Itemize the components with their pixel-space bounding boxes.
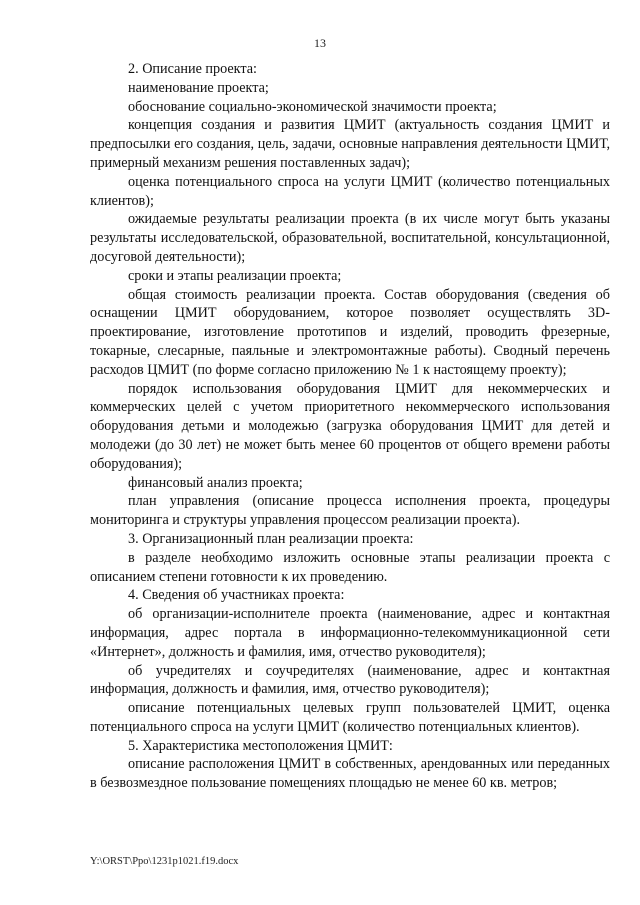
list-item-equipment-usage: порядок использования оборудования ЦМИТ для некоммерческих и коммерческих целей с учетом приоритетного некоммерческого использования оборудования детьми и молодежью (загрузка оборудования ЦМИТ для детей и молодежи (до 30 лет) не может быть менее 60 процентов от общего времени работы оборудования); <box>90 380 610 472</box>
document-body <box>90 60 610 793</box>
list-item-management-plan: план управления (описание процесса исполнения проекта, процедуры мониторинга и структуры управления процессом реализации проекта). <box>90 493 610 529</box>
list-item-project-name: наименование проекта; <box>128 79 269 96</box>
list-item-total-cost: общая стоимость реализации проекта. Состав оборудования (сведения об оснащении ЦМИТ оборудованием, которое позволяет осуществлять 3D-проектирование, изготовление прототипов и изделий, проводить фрезерные, токарные, слесарные, паяльные и электромонтажные работы). Сводный перечень расходов ЦМИТ (по форме согласно приложению № 1 к настоящему проекту); <box>90 286 610 378</box>
list-item-concept: концепция создания и развития ЦМИТ (актуальность создания ЦМИТ и предпосылки его создания, цель, задачи, основные направления деятельности ЦМИТ, примерный механизм решения поставленных задач); <box>90 117 610 171</box>
page-number: 13 <box>314 36 326 50</box>
section-heading-location: 5. Характеристика местоположения ЦМИТ: <box>128 737 393 754</box>
section-heading-project-description: 2. Описание проекта: <box>128 61 257 77</box>
list-item-premises: описание расположения ЦМИТ в собственных, арендованных или переданных в безвозмездное пользование помещениях площадью не менее 60 кв. метров; <box>90 756 610 792</box>
list-item-target-groups: описание потенциальных целевых групп пользователей ЦМИТ, оценка потенциального спроса на услуги ЦМИТ (количество потенциальных клиентов). <box>90 700 610 735</box>
list-item-significance: обоснование социально-экономической значимости проекта; <box>128 98 497 115</box>
list-item-timeline: сроки и этапы реализации проекта; <box>128 267 342 284</box>
file-path-footer: Y:\ORST\Ppo\1231p1021.f19.docx <box>90 856 239 867</box>
section-heading-organizational-plan: 3. Организационный план реализации проекта: <box>128 530 414 547</box>
list-item-founders: об учредителях и соучредителях (наименование, адрес и контактная информация, должность и фамилия, имя, отчество руководителя); <box>90 662 610 698</box>
list-item-financial-analysis: финансовый анализ проекта; <box>128 474 303 491</box>
section-heading-participants: 4. Сведения об участниках проекта: <box>128 587 345 604</box>
list-item-executor-org: об организации-исполнителе проекта (наименование, адрес и контактная информация, адрес портала в информационно-телекоммуникационной сети «Интернет», должность и фамилия, имя, отчество руководителя); <box>90 606 610 660</box>
list-item-demand-estimate: оценка потенциального спроса на услуги ЦМИТ (количество потенциальных клиентов); <box>90 173 610 209</box>
list-item-stages: в разделе необходимо изложить основные этапы реализации проекта с описанием степени готовности к их проведению. <box>90 549 610 585</box>
list-item-expected-results: ожидаемые результаты реализации проекта (в их числе могут быть указаны результаты исследовательской, образовательной, воспитательной, консультационной, досуговой деятельности); <box>90 211 610 265</box>
